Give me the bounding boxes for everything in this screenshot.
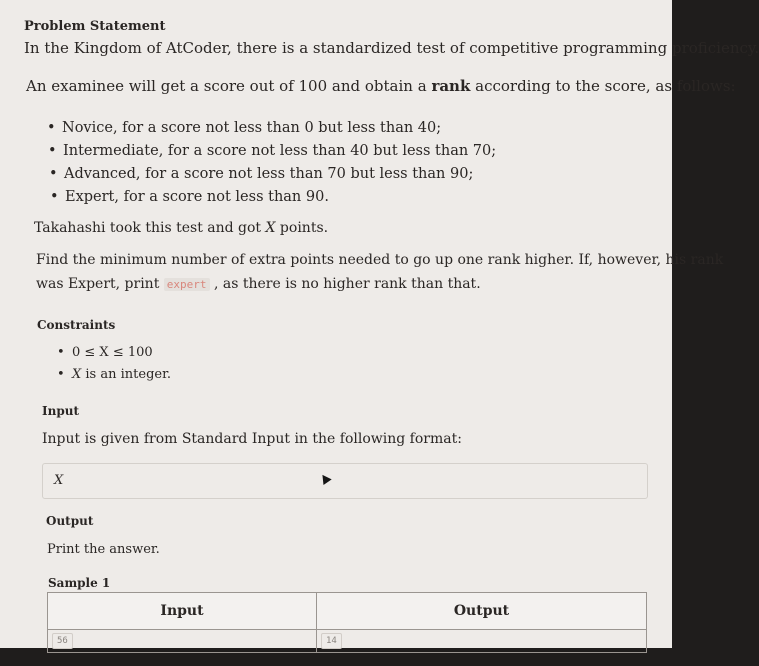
task-post: , as there is no higher rank than that. <box>209 276 481 292</box>
rank-item-expert: • Expert, for a score not less than 90. <box>65 189 329 205</box>
rank-intro-post: according to the score, as follows: <box>470 77 736 95</box>
constraints-heading: Constraints <box>37 318 116 332</box>
sample-value-row <box>48 630 647 653</box>
output-description: Print the answer. <box>47 542 160 557</box>
sample-input-column-header: Input <box>48 593 317 630</box>
output-heading: Output <box>46 514 94 528</box>
rank-item-intermediate: • Intermediate, for a score not less than 40 but less than 70; <box>63 143 496 159</box>
rank-term: rank <box>431 77 471 95</box>
task-paragraph-line2 <box>36 276 481 292</box>
task-pre: was Expert, print <box>36 276 164 292</box>
var-x: X <box>265 220 276 236</box>
sample-1-heading: Sample 1 <box>48 576 111 590</box>
input-description: Input is given from Standard Input in the following format: <box>42 431 462 447</box>
takahashi-post: points. <box>275 220 329 236</box>
input-heading: Input <box>42 404 79 418</box>
sample-input-value: 56 <box>52 633 73 649</box>
sample-1-table <box>47 592 647 653</box>
constraint-range: • 0 ≤ X ≤ 100 <box>72 345 153 360</box>
constraint-integer <box>72 367 171 382</box>
expert-code: expert <box>164 278 210 291</box>
sample-input-cell[interactable] <box>48 630 317 653</box>
constraint-integer-text: is an integer. <box>81 367 171 382</box>
rank-intro-pre: An examinee will get a score out of 100 and obtain a <box>26 77 432 95</box>
problem-statement-heading: Problem Statement <box>24 19 166 34</box>
rank-item-advanced: • Advanced, for a score not less than 70 but less than 90; <box>64 166 473 182</box>
sample-output-value: 14 <box>321 633 342 649</box>
task-paragraph-line1: Find the minimum number of extra points needed to go up one rank higher. If, however, his rank <box>36 252 724 268</box>
takahashi-pre: Takahashi took this test and got <box>34 220 266 236</box>
intro-paragraph: In the Kingdom of AtCoder, there is a standardized test of competitive programming proficiency. <box>24 39 759 57</box>
sample-header-row <box>48 593 647 630</box>
input-format-box <box>42 463 648 499</box>
rank-item-novice: • Novice, for a score not less than 0 but less than 40; <box>62 120 441 136</box>
sample-output-column-header: Output <box>317 593 647 630</box>
constraint-var-x: X <box>72 367 82 382</box>
sample-output-cell[interactable] <box>317 630 647 653</box>
input-format-var: X <box>54 473 64 488</box>
takahashi-paragraph <box>34 220 328 236</box>
rank-intro-paragraph <box>26 77 736 95</box>
